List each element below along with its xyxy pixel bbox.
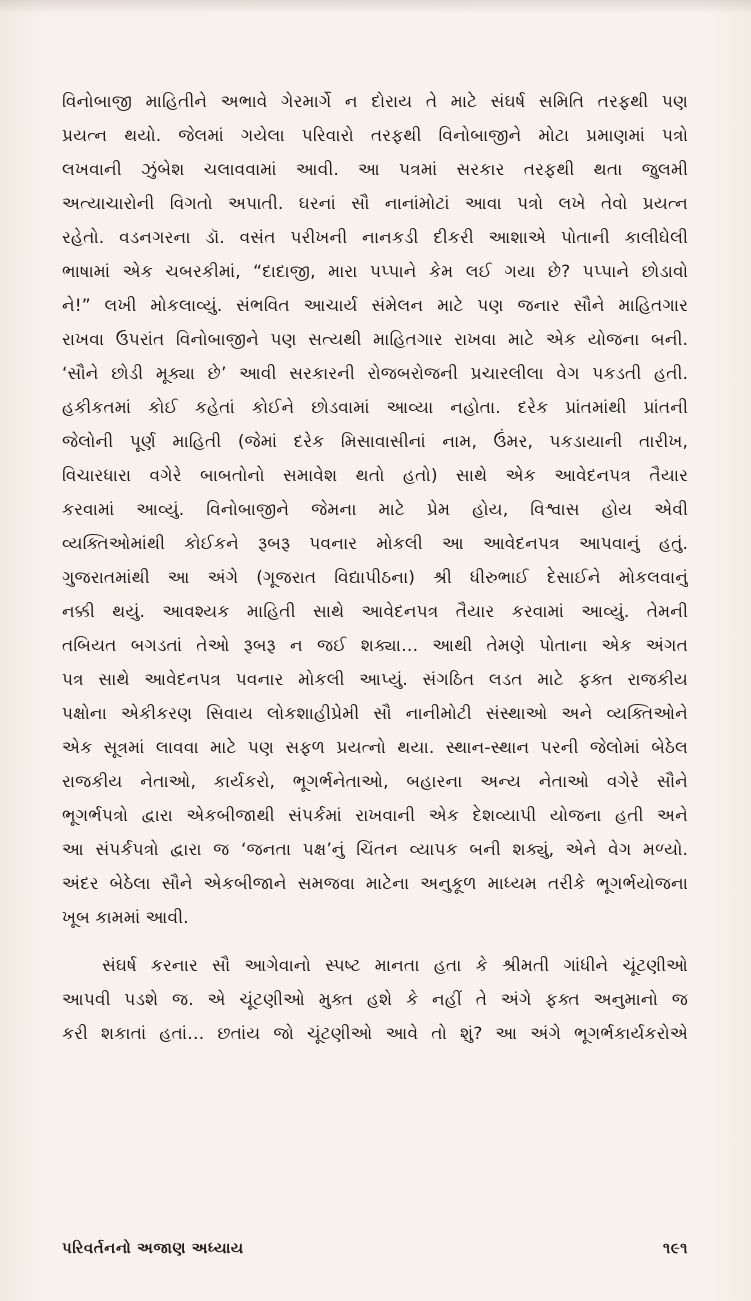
paragraph-2 (62, 949, 688, 1051)
paragraph-1 (62, 85, 688, 935)
paragraph-line: તબિયત બગડતાં તેઓ રૂબરૂ ન જઈ શક્યા… આથી તેમણે પોતાના એક અંગત (62, 636, 688, 656)
paragraph-line: સંઘર્ષ કરનાર સૌ આગેવાનો સ્પષ્ટ માનતા હતા કે શ્રીમતી ગાંધીને ચૂંટણીઓ (102, 956, 688, 976)
paragraph-line: ને!” લખી મોકલાવ્યું. સંભવિત આચાર્ય સંમેલન માટે પણ જનાર સૌને માહિતગાર (62, 296, 688, 316)
page-top-shadow (0, 0, 751, 14)
paragraph-line: પત્ર સાથે આવેદનપત્ર પવનાર મોકલી આપ્યું. સંગઠિત લડત માટે ફક્ત રાજકીય (62, 670, 688, 690)
paragraph-line: કરી શકાતાં હતાં… છતાંય જો ચૂંટણીઓ આવે તો શું? આ અંગે ભૂગર્ભકાર્યકરોએ (62, 1024, 688, 1044)
paragraph-line: આ સંપર્કપત્રો દ્વારા જ ‘જનતા પક્ષ’નું ચિંતન વ્યાપક બની શક્યું, એને વેગ મળ્યો. (62, 840, 688, 860)
paragraph-line: ભૂગર્ભપત્રો દ્વારા એકબીજાથી સંપર્કમાં રાખવાની એક દેશવ્યાપી યોજના હતી અને (62, 806, 688, 826)
book-title: પરિવર્તનનો અજાણ અધ્યાય (62, 1239, 244, 1257)
paragraph-line: અત્યાચારોની વિગતો અપાતી. ઘરનાં સૌ નાનાંમોટાં આવા પત્રો લખે તેવો પ્રયત્ન (62, 194, 688, 214)
paragraph-line: પક્ષોના એકીકરણ સિવાય લોકશાહીપ્રેમી સૌ નાનીમોટી સંસ્થાઓ અને વ્યક્તિઓને (62, 704, 688, 724)
paragraph-line: જેલોની પૂર્ણ માહિતી (જેમાં દરેક મિસાવાસીનાં નામ, ઉંમર, પકડાયાની તારીખ, (62, 432, 688, 452)
paragraph-line: વ્યક્તિઓમાંથી કોઈકને રૂબરૂ પવનાર મોકલી આ આવેદનપત્ર આપવાનું હતું. (62, 534, 688, 554)
paragraph-line: લખવાની ઝુંબેશ ચલાવવામાં આવી. આ પત્રમાં સરકાર તરફથી થતા જુલમી (62, 160, 688, 180)
paragraph-line: રહેતો. વડનગરના ડૉ. વસંત પરીખની નાનકડી દીકરી આશાએ પોતાની કાલીઘેલી (62, 228, 688, 248)
page-number: ૧૯૧ (662, 1239, 688, 1257)
paragraph-line: નક્કી થયું. આવશ્યક માહિતી સાથે આવેદનપત્ર તૈયાર કરવામાં આવ્યું. તેમની (62, 602, 688, 622)
body-text (62, 85, 688, 1051)
paragraph-line: ભાષામાં એક ચબરકીમાં, “દાદાજી, મારા પપ્પાને કેમ લઈ ગયા છે? પપ્પાને છોડાવો (62, 262, 688, 282)
paragraph-line: વિનોબાજી માહિતીને અભાવે ગેરમાર્ગે ન દોરાય તે માટે સંઘર્ષ સમિતિ તરફથી પણ (62, 92, 688, 112)
paragraph-line: વિચારધારા વગેરે બાબતોનો સમાવેશ થતો હતો) સાથે એક આવેદનપત્ર તૈયાર (62, 466, 688, 486)
paragraph-line: હકીકતમાં કોઈ કહેતાં કોઈને છોડવામાં આવ્યા નહોતા. દરેક પ્રાંતમાંથી પ્રાંતની (62, 398, 688, 418)
paragraph-line: રાખવા ઉપરાંત વિનોબાજીને પણ સત્યથી માહિતગાર રાખવા માટે એક યોજના બની. (62, 330, 688, 350)
paragraph-line: ગુજરાતમાંથી આ અંગે (ગૂજરાત વિદ્યાપીઠના) શ્રી ધીરુભાઈ દેસાઈને મોકલવાનું (62, 568, 688, 588)
paragraph-line: ખૂબ કામમાં આવી. (62, 908, 189, 928)
page-footer (62, 1239, 688, 1263)
paragraph-line: અંદર બેઠેલા સૌને એકબીજાને સમજવા માટેના અનુકૂળ માધ્યમ તરીકે ભૂગર્ભયોજના (62, 874, 688, 894)
paragraph-line: કરવામાં આવ્યું. વિનોબાજીને જેમના માટે પ્રેમ હોય, વિશ્વાસ હોય એવી (62, 500, 688, 520)
paragraph-line: પ્રયત્ન થયો. જેલમાં ગયેલા પરિવારો તરફથી વિનોબાજીને મોટા પ્રમાણમાં પત્રો (62, 126, 688, 146)
paragraph-line: ‘સૌને છોડી મૂક્યા છે’ આવી સરકારની રોજબરોજની પ્રચારલીલા વેગ પકડતી હતી. (62, 364, 688, 384)
paragraph-line: આપવી પડશે જ. એ ચૂંટણીઓ મુક્ત હશે કે નહીં તે અંગે ફક્ત અનુમાનો જ (62, 990, 688, 1010)
paragraph-line: એક સૂત્રમાં લાવવા માટે પણ સફળ પ્રયત્નો થયા. સ્થાન-સ્થાન પરની જેલોમાં બેઠેલ (62, 738, 688, 758)
paragraph-line: રાજકીય નેતાઓ, કાર્યકરો, ભૂગર્ભનેતાઓ, બહારના અન્ય નેતાઓ વગેરે સૌને (62, 772, 688, 792)
